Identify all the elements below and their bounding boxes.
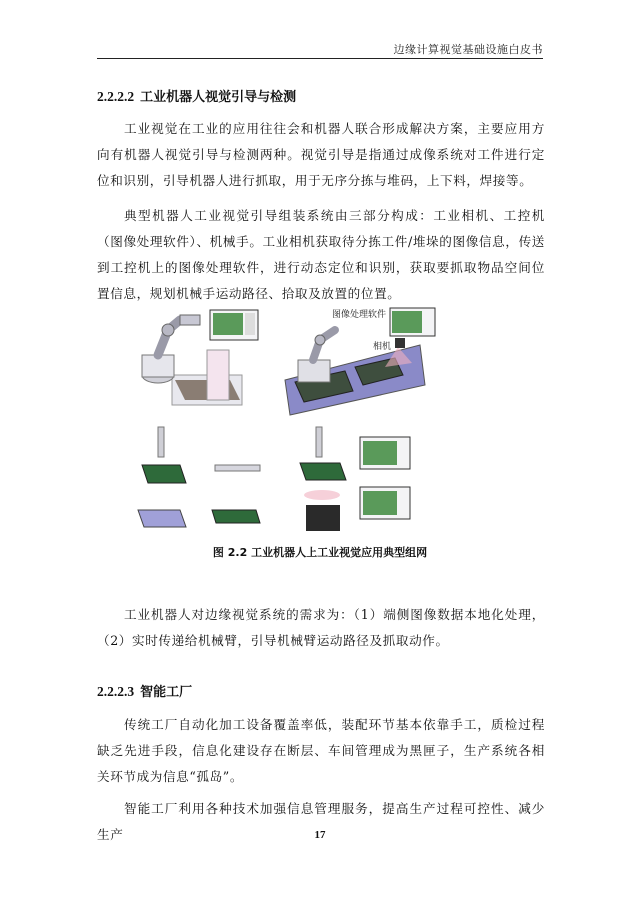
paragraph-edge-requirements: 工业机器人对边缘视觉系统的需求为：（1）端侧图像数据本地化处理，（2）实时传递给机械臂，引导机械臂运动路径及抓取动作。: [97, 607, 545, 648]
software-window-2: [390, 308, 435, 336]
paragraph-assembly-system: 典型机器人工业视觉引导组装系统由三部分构成：工业相机、工控机（图像处理软件）、机械手。工业相机获取待分拣工件/堆垛的图像信息，传送到工控机上的图像处理软件，进行动态定位和识别，获取要抓取物品空间位置信息，规划机械手运动路径、拾取及放置的位置。: [97, 208, 545, 301]
figure-caption: 图 2.2 工业机器人上工业视觉应用典型组网: [212, 546, 428, 559]
section-number: 2.2.2.2: [97, 89, 135, 104]
section-title: 智能工厂: [140, 685, 193, 700]
paragraph-vision-guidance-intro: 工业视觉在工业的应用往往会和机器人联合形成解决方案，主要应用方向有机器人视觉引导与检测两种。视觉引导是指通过成像系统对工件进行定位和识别，引导机器人进行抓取，用于无序分拣与堆码，上下料，焊接等。: [97, 121, 545, 188]
section-number: 2.2.2.3: [97, 684, 135, 699]
software-window-1: [210, 310, 258, 340]
paragraph-smart-factory: 智能工厂利用各种技术加强信息管理服务，提高生产过程可控性、减少生产: [97, 801, 545, 842]
robot-vision-figure: [120, 305, 520, 540]
section-title: 工业机器人视觉引导与检测: [140, 90, 297, 105]
pick-steps-illustration: [138, 427, 346, 531]
label-image-software: 图像处理软件: [332, 310, 387, 320]
header-rule: [97, 58, 543, 59]
running-header-title: 边缘计算视觉基础设施白皮书: [393, 43, 543, 56]
conveyor-illustration: [285, 330, 425, 415]
section-heading-2-2-2-3: [97, 681, 192, 700]
software-window-4: [360, 487, 410, 519]
paragraph-traditional-factory: 传统工厂自动化加工设备覆盖率低，装配环节基本依靠手工，质检过程缺乏先进手段，信息化建设存在断层、车间管理成为黑匣子，生产系统各相关环节成为信息“孤岛”。: [97, 717, 545, 784]
label-camera: 相机: [373, 342, 392, 352]
software-window-3: [360, 437, 410, 469]
page-number: 17: [314, 829, 326, 841]
section-heading-2-2-2-2: [97, 86, 296, 105]
